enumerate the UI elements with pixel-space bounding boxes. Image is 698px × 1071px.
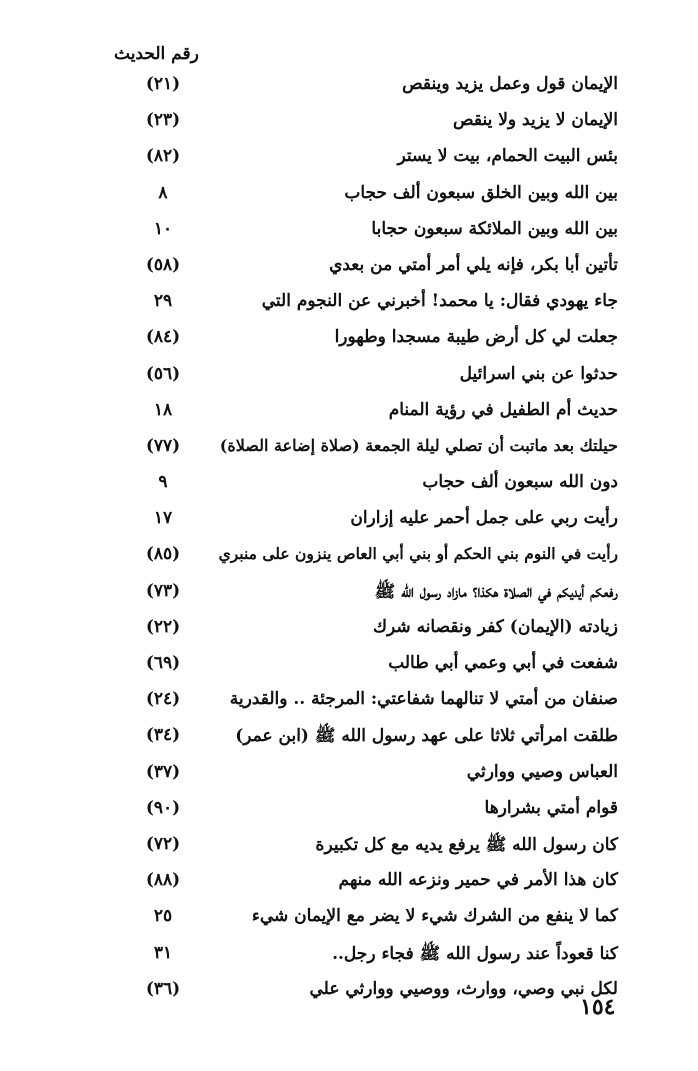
hadith-text: بين الله وبين الخلق سبعون ألف حجاب xyxy=(344,182,618,203)
hadith-text: طلقت امرأتي ثلاثا على عهد رسول الله ﷺ (ابن عمر) xyxy=(235,726,618,747)
list-item xyxy=(130,142,618,178)
hadith-number: ٢٥ xyxy=(153,906,173,927)
hadith-text: كان هذا الأمر في حمير ونزعه الله منهم xyxy=(338,870,618,891)
list-item xyxy=(130,287,618,323)
hadith-text: قوام أمتي بشرارها xyxy=(484,797,618,818)
hadith-number: (٨٢) xyxy=(145,146,181,167)
list-item xyxy=(130,685,618,721)
list-item xyxy=(130,939,618,975)
hadith-number: (٦٩) xyxy=(145,653,181,673)
hadith-text: الإيمان لا يزيد ولا ينقص xyxy=(453,110,618,131)
hadith-number: (٢٢) xyxy=(145,616,181,637)
hadith-text: حيلتك بعد ماتبت أن تصلي ليلة الجمعة (صلاة إضاعة الصلاة) xyxy=(219,435,618,455)
list-item xyxy=(130,251,618,287)
hadith-number: ٣١ xyxy=(153,942,173,963)
hadith-number: (٢٤) xyxy=(145,689,181,710)
hadith-text: زيادته (الإيمان) كفر ونقصانه شرك xyxy=(373,616,618,637)
hadith-text: العباس وصيي ووارثي xyxy=(466,761,618,782)
list-item xyxy=(130,70,618,106)
hadith-index-list xyxy=(130,70,618,1011)
hadith-text: كما لا ينفع من الشرك شيء لا يضر مع الإيمان شيء xyxy=(251,906,618,927)
list-item xyxy=(130,830,618,866)
hadith-text: شفعت في أبي وعمي أبي طالب xyxy=(388,653,618,673)
hadith-number: (٣٦) xyxy=(145,978,181,999)
hadith-number: ١٠ xyxy=(153,218,173,239)
list-item xyxy=(130,504,618,540)
hadith-number: ٢٩ xyxy=(153,291,173,312)
hadith-number: (٩٠) xyxy=(145,797,181,818)
list-item xyxy=(130,975,618,1011)
list-item xyxy=(130,577,618,613)
hadith-number: ١٧ xyxy=(153,508,173,529)
hadith-number: (٨٤) xyxy=(145,327,181,348)
list-item xyxy=(130,613,618,649)
page-number: ١٥٤ xyxy=(580,994,616,1020)
list-item xyxy=(130,649,618,685)
list-item xyxy=(130,396,618,432)
hadith-number: (٣٧) xyxy=(145,761,181,782)
column-header-hadith-number: رقم الحديث xyxy=(114,44,199,64)
list-item xyxy=(130,794,618,830)
hadith-text: حدثوا عن بني اسرائيل xyxy=(459,363,618,384)
hadith-text: جاء يهودي فقال: يا محمد! أخبرني عن النجوم التي xyxy=(261,291,618,312)
hadith-number: (٧٢) xyxy=(145,833,181,854)
hadith-number: (٧٣) xyxy=(145,580,181,601)
list-item xyxy=(130,215,618,251)
hadith-text: رأيت ربي على جمل أحمر عليه إزاران xyxy=(350,508,618,529)
hadith-text: كنا قعوداً عند رسول الله ﷺ فجاء رجل.. xyxy=(332,943,618,964)
hadith-text: كان رسول الله ﷺ يرفع يديه مع كل تكبيرة xyxy=(315,834,618,855)
hadith-number: (٥٦) xyxy=(145,363,181,384)
hadith-text: بين الله وبين الملائكة سبعون حجابا xyxy=(371,218,618,239)
hadith-text: صنفان من أمتي لا تنالهما شفاعتي: المرجئة .. والقدرية xyxy=(229,689,618,710)
hadith-number: ٨ xyxy=(158,182,168,203)
hadith-text: رفعكم أيديكم في الصلاة هكذا؟ مازاد رسول الله ﷺ xyxy=(374,581,618,602)
hadith-number: (٨٥) xyxy=(145,544,181,565)
hadith-number: (٣٤) xyxy=(145,725,181,746)
hadith-text: بئس البيت الحمام، بيت لا يستر xyxy=(397,146,618,167)
hadith-number: (٢٣) xyxy=(145,110,181,131)
hadith-text: لكل نبي وصي، ووارث، ووصيي ووارثي علي xyxy=(309,978,618,999)
hadith-text: الإيمان قول وعمل يزيد وينقص xyxy=(402,74,618,94)
list-item xyxy=(130,360,618,396)
list-item xyxy=(130,468,618,504)
list-item xyxy=(130,758,618,794)
list-item xyxy=(130,721,618,757)
hadith-text: رأيت في النوم بني الحكم أو بني أبي العاص ينزون على منبري xyxy=(218,544,618,564)
hadith-number: (٧٧) xyxy=(145,435,181,456)
hadith-number: (٢١) xyxy=(145,74,181,94)
hadith-number: ١٨ xyxy=(153,399,173,420)
list-item xyxy=(130,540,618,576)
hadith-number: ٩ xyxy=(158,472,168,493)
list-item xyxy=(130,902,618,938)
hadith-text: تأتين أبا بكر، فإنه يلي أمر أمتي من بعدي xyxy=(329,254,618,275)
list-item xyxy=(130,432,618,468)
hadith-text: دون الله سبعون ألف حجاب xyxy=(422,472,618,493)
hadith-text: جعلت لي كل أرض طيبة مسجدا وطهورا xyxy=(334,327,618,348)
hadith-number: (٥٨) xyxy=(145,254,181,275)
hadith-number: (٨٨) xyxy=(145,870,181,891)
list-item xyxy=(130,866,618,902)
list-item xyxy=(130,106,618,142)
list-item xyxy=(130,323,618,359)
hadith-text: حديث أم الطفيل في رؤية المنام xyxy=(388,399,618,420)
list-item xyxy=(130,179,618,215)
